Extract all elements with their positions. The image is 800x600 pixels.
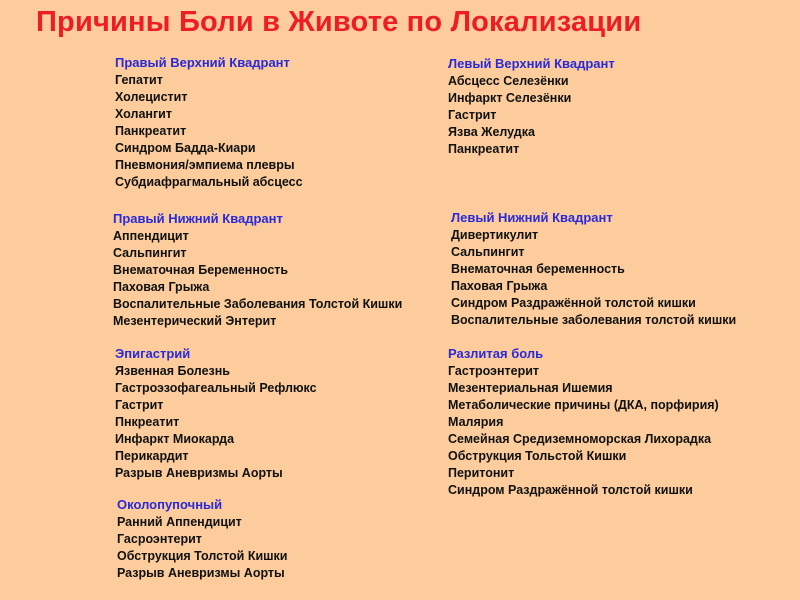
list-item: Метаболические причины (ДКА, порфирия) — [448, 398, 719, 412]
list-item: Гепатит — [115, 73, 163, 87]
list-item: Малярия — [448, 415, 504, 429]
list-item: Обструкция Толстой Кишки — [117, 549, 288, 563]
list-item: Язва Желудка — [448, 125, 535, 139]
list-item: Холангит — [115, 107, 172, 121]
list-item: Инфаркт Селезёнки — [448, 91, 572, 105]
list-item: Гастроэзофагеальный Рефлюкс — [115, 381, 317, 395]
list-item: Воспалительные заболевания толстой кишки — [451, 313, 737, 327]
list-item: Мезентерический Энтерит — [113, 314, 277, 328]
list-item: Мезентериальная Ишемия — [448, 381, 613, 395]
list-item: Перикардит — [115, 449, 189, 463]
list-item: Внематочная Беременность — [113, 263, 289, 277]
list-item: Семейная Средиземноморская Лихорадка — [448, 432, 712, 446]
list-item: Воспалительные Заболевания Толстой Кишки — [113, 297, 403, 311]
list-item: Гасроэнтерит — [117, 532, 202, 546]
list-item: Паховая Грыжа — [451, 279, 548, 293]
list-item: Инфаркт Миокарда — [115, 432, 235, 446]
list-item: Дивертикулит — [451, 228, 539, 242]
section-right-lower-quadrant — [113, 210, 402, 330]
list-item: Пневмония/эмпиема плевры — [115, 158, 295, 172]
section-heading: Разлитая боль — [448, 346, 544, 361]
section-heading: Левый Верхний Квадрант — [448, 56, 615, 71]
list-item: Синдром Раздражённой толстой кишки — [451, 296, 696, 310]
list-item: Паховая Грыжа — [113, 280, 210, 294]
section-heading: Околопупочный — [117, 497, 223, 512]
section-right-upper-quadrant — [115, 54, 303, 191]
list-item: Пнкреатит — [115, 415, 180, 429]
list-item: Синдром Раздражённой толстой кишки — [448, 483, 693, 497]
list-item: Гастрит — [115, 398, 164, 412]
list-item: Абсцесс Селезёнки — [448, 74, 569, 88]
list-item: Перитонит — [448, 466, 515, 480]
list-item: Обструкция Тольстой Кишки — [448, 449, 627, 463]
list-item: Аппендицит — [113, 229, 189, 243]
list-item: Гастрит — [448, 108, 497, 122]
list-item: Внематочная беременность — [451, 262, 625, 276]
list-item: Субдиафрагмальный абсцесс — [115, 175, 303, 189]
list-item: Холецистит — [115, 90, 188, 104]
section-diffuse-pain — [448, 345, 719, 499]
list-item: Сальпингит — [113, 246, 187, 260]
section-heading: Левый Нижний Квадрант — [451, 210, 613, 225]
section-heading: Правый Нижний Квадрант — [113, 211, 283, 226]
list-item: Панкреатит — [448, 142, 520, 156]
section-heading: Правый Верхний Квадрант — [115, 55, 290, 70]
list-item: Язвенная Болезнь — [115, 364, 230, 378]
section-left-upper-quadrant — [448, 55, 615, 158]
section-periumbilical — [117, 496, 288, 582]
section-epigastric — [115, 345, 317, 482]
list-item: Панкреатит — [115, 124, 187, 138]
list-item: Сальпингит — [451, 245, 525, 259]
section-left-lower-quadrant — [451, 209, 736, 329]
list-item: Разрыв Аневризмы Аорты — [115, 466, 283, 480]
list-item: Гастроэнтерит — [448, 364, 540, 378]
list-item: Синдром Бадда-Киари — [115, 141, 256, 155]
list-item: Ранний Аппендицит — [117, 515, 242, 529]
page-title: Причины Боли в Животе по Локализации — [36, 6, 642, 38]
section-heading: Эпигастрий — [115, 346, 191, 361]
list-item: Разрыв Аневризмы Аорты — [117, 566, 285, 580]
